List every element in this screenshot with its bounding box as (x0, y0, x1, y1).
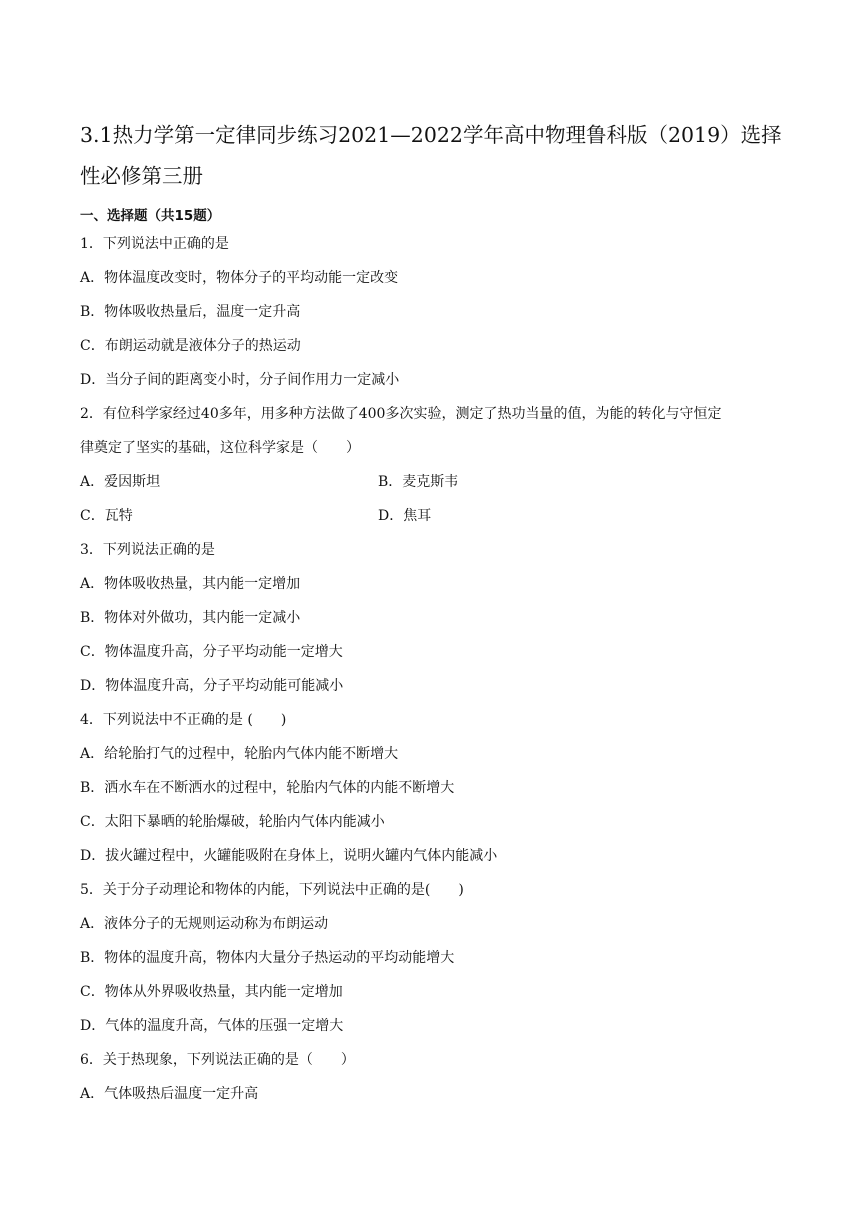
question-6-stem: 6．关于热现象，下列说法正确的是（ ） (80, 1052, 355, 1068)
question-5-option-c: C．物体从外界吸收热量，其内能一定增加 (80, 984, 343, 1000)
question-2-option-c: C．瓦特 (80, 508, 133, 524)
question-4-option-d: D．拔火罐过程中，火罐能吸附在身体上，说明火罐内气体内能减小 (80, 848, 498, 864)
question-2-option-b: B．麦克斯韦 (378, 474, 459, 490)
question-2-stem-line-2: 律奠定了坚实的基础，这位科学家是（ ） (80, 440, 360, 456)
question-1-option-d: D．当分子间的距离变小时，分子间作用力一定减小 (80, 372, 400, 388)
question-2-stem-line-1: 2．有位科学家经过40多年，用多种方法做了400多次实验，测定了热功当量的值，为能的转化与守恒定 (80, 406, 722, 422)
question-4-option-c: C．太阳下暴晒的轮胎爆破，轮胎内气体内能减小 (80, 814, 385, 830)
question-5-option-d: D．气体的温度升高，气体的压强一定增大 (80, 1018, 344, 1034)
question-2-option-d: D．焦耳 (378, 508, 432, 524)
question-3-option-c: C．物体温度升高，分子平均动能一定增大 (80, 644, 343, 660)
question-3-option-a: A．物体吸收热量，其内能一定增加 (80, 576, 301, 592)
question-4-option-b: B．洒水车在不断洒水的过程中，轮胎内气体的内能不断增大 (80, 780, 455, 796)
question-3-option-d: D．物体温度升高，分子平均动能可能减小 (80, 678, 344, 694)
question-5-option-a: A．液体分子的无规则运动称为布朗运动 (80, 916, 329, 932)
question-1-stem: 1．下列说法中正确的是 (80, 236, 229, 252)
question-4-stem: 4．下列说法中不正确的是 ( ) (80, 712, 287, 728)
question-1-option-b: B．物体吸收热量后，温度一定升高 (80, 304, 301, 320)
question-4-option-a: A．给轮胎打气的过程中，轮胎内气体内能不断增大 (80, 746, 399, 762)
page-title: 3.1热力学第一定律同步练习2021—2022学年高中物理鲁科版（2019）选择性必修第三册 (80, 123, 782, 188)
question-3-stem: 3．下列说法正确的是 (80, 542, 215, 558)
section-heading: 一、选择题（共15题） (80, 208, 221, 224)
question-5-stem: 5．关于分子动理论和物体的内能，下列说法中正确的是( ) (80, 882, 464, 898)
question-5-option-b: B．物体的温度升高，物体内大量分子热运动的平均动能增大 (80, 950, 455, 966)
question-2-option-a: A．爱因斯坦 (80, 474, 161, 490)
question-6-option-a: A．气体吸热后温度一定升高 (80, 1086, 259, 1102)
question-3-option-b: B．物体对外做功，其内能一定减小 (80, 610, 301, 626)
question-1-option-a: A．物体温度改变时，物体分子的平均动能一定改变 (80, 270, 399, 286)
question-1-option-c: C．布朗运动就是液体分子的热运动 (80, 338, 301, 354)
